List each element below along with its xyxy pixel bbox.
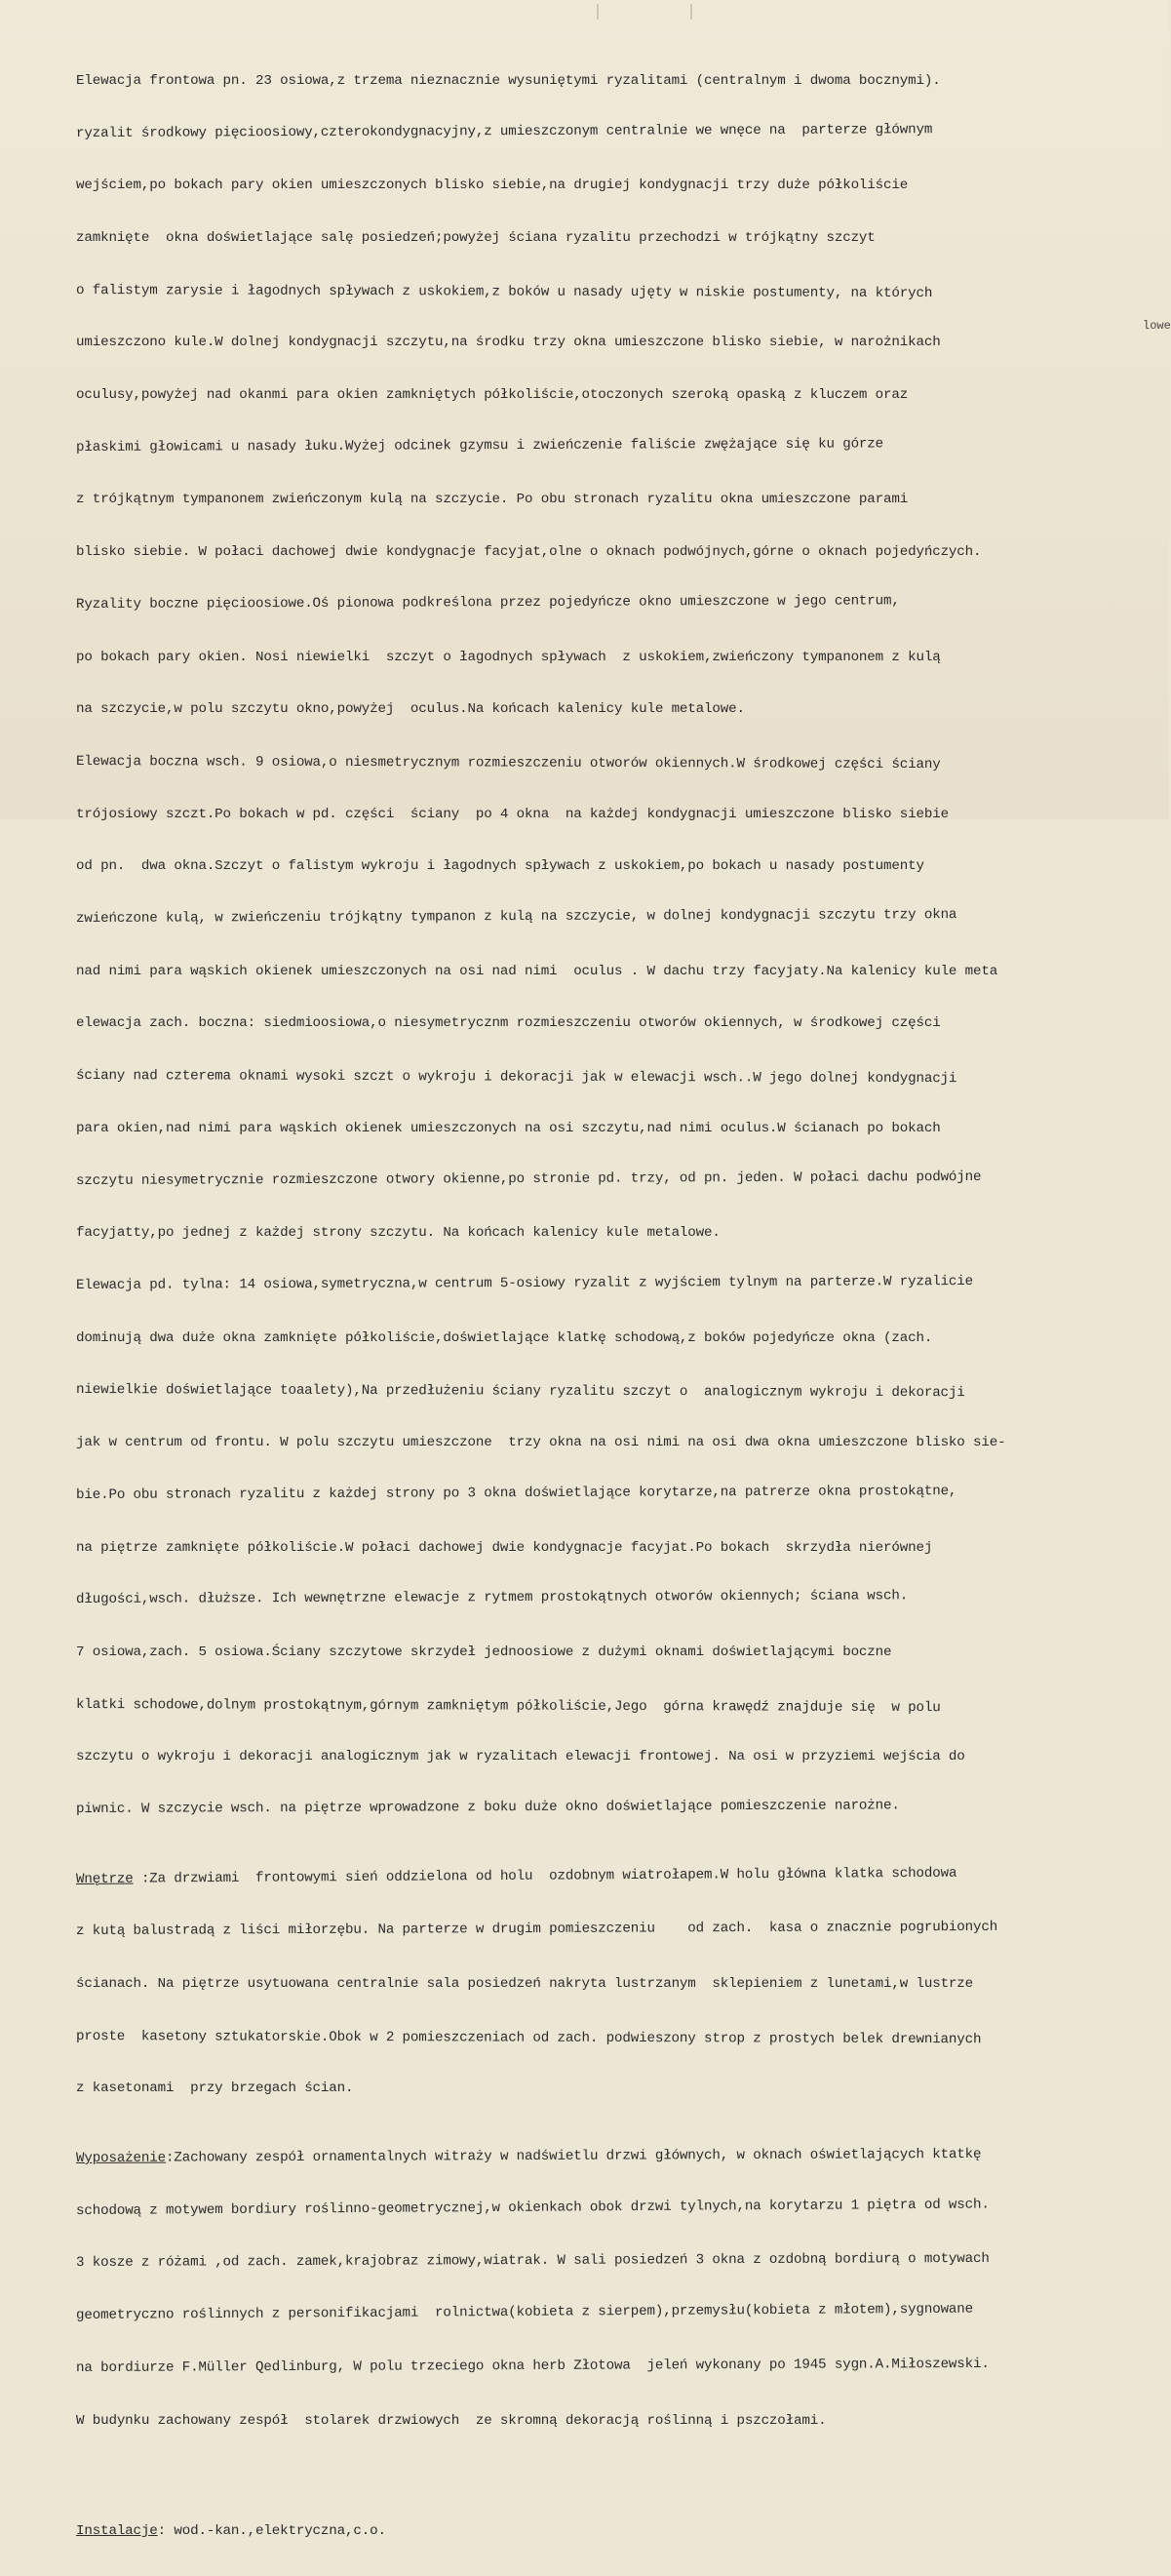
text-line: W budynku zachowany zespół stolarek drzwiowych ze skromną dekoracją roślinną i pszczołami. [76, 2412, 827, 2429]
text-line: z trójkątnym tympanonem zwieńczonym kulą na szczycie. Po obu stronach ryzalitu okna umieszczone parami [76, 492, 909, 508]
text-line: klatki schodowe,dolnym prostokątnym,górnym zamkniętym półkoliście,Jego górna krawędź znajduje się w polu [75, 1696, 941, 1716]
text-line: blisko siebie. W połaci dachowej dwie kondygnacje facyjat,olne o oknach podwójnych,górne o oknach pojedyńczych. [76, 544, 982, 561]
text-line: szczytu niesymetrycznie rozmieszczone otwory okienne,po stronie pd. trzy, od pn. jeden. W połaci dachu podwójne [75, 1169, 982, 1189]
spacer [76, 2482, 1164, 2488]
instalacje-text: : wod.-kan.,elektryczna,c.o. [157, 2522, 386, 2539]
text-line: na bordiurze F.Müller Qedlinburg, W polu trzeciego okna herb Złotowa jeleń wykonany po 1945 sygn.A.Miłoszewski. [75, 2356, 990, 2376]
text-line: po bokach pary okien. Nosi niewielki szczyt o łagodnych spływach z uskokiem,zwieńczony tympanonem z kulą [76, 649, 941, 665]
text-line: oculusy,powyżej nad okanmi para okien zamkniętych półkoliście,otoczonych szeroką opaską z kluczem oraz [76, 387, 909, 404]
wnetrze-first-line [76, 1864, 1164, 1889]
text-line: o falistym zarysie i łagodnych spływach z uskokiem,z boków u nasady ujęty w niskie postumenty, na których [75, 282, 933, 301]
text-line: zwieńczone kulą, w zwieńczeniu trójkątny tympanon z kulą na szczycie, w dolnej kondygnacji szczytu trzy okna [75, 907, 957, 928]
text-line: ścianach. Na piętrze usytuowana centralnie sala posiedzeń nakryta lustrzanym sklepieniem z lunetami,w lustrze [76, 1976, 974, 1993]
text-line: zamknięte okna doświetlające salę posiedzeń;powyżej ściana ryzalitu przechodzi w trójkątny szczyt [76, 229, 876, 246]
text-line: 7 osiowa,zach. 5 osiowa.Ściany szczytowe skrzydeł jednoosiowe z dużymi oknami doświetlającymi boczne [76, 1644, 892, 1660]
text-line: elewacja zach. boczna: siedmioosiowa,o niesymetrycznm rozmieszczeniu otworów okiennych, w środkowej części [76, 1015, 941, 1032]
text-line: na szczycie,w polu szczytu okno,powyżej oculus.Na końcach kalenicy kule metalowe. [76, 701, 745, 718]
text-line: :Za drzwiami frontowymi sień oddzielona od holu ozdobnym wiatrołapem.W holu główna klatka schodowa [133, 1865, 957, 1887]
text-line: umieszczono kule.W dolnej kondygnacji szczytu,na środku trzy okna umieszczone blisko siebie, w narożnikach [76, 335, 941, 351]
text-line: ściany nad czterema oknami wysoki szczt o wykroju i dekoracji jak w elewacji wsch..W jego dolnej kondygnacji [75, 1068, 957, 1088]
text-line: facyjatty,po jednej z każdej strony szczytu. Na końcach kalenicy kule metalowe. [76, 1225, 721, 1242]
instalacje-line [76, 2523, 1164, 2541]
text-line: Elewacja pd. tylna: 14 osiowa,symetryczna,w centrum 5-osiowy ryzalit z wyjściem tylnym na parterze.W ryzalicie [75, 1273, 974, 1293]
document-body [76, 38, 1164, 2576]
text-line: piwnic. W szczycie wsch. na piętrze wprowadzone z boku duże okno doświetlające pomieszczenie narożne. [75, 1798, 900, 1818]
text-line: jak w centrum od frontu. W polu szczytu umieszczone trzy okna na osi nimi na osi dwa okna umieszczone blisko sie- [76, 1435, 1006, 1451]
text-line: schodową z motywem bordiury roślinno-geometrycznej,w okienkach obok drzwi tylnych,na korytarzu 1 piętra od wsch. [75, 2197, 990, 2219]
wyposazenie-first-line [76, 2146, 1164, 2168]
text-line: Elewacja frontowa pn. 23 osiowa,z trzema nieznacznie wysuniętymi ryzalitami (centralnym i dwoma bocznymi). [76, 72, 941, 89]
paper-mark [690, 4, 692, 20]
text-line: para okien,nad nimi para wąskich okienek umieszczonych na osi szczytu,nad nimi oculus.W ścianach po bokach [76, 1120, 941, 1136]
text-line: z kutą balustradą z liści miłorzębu. Na parterze w drugim pomieszczeniu od zach. kasa o znacznie pogrubionych [75, 1920, 998, 1940]
text-line: od pn. dwa okna.Szczyt o falistym wykroju i łagodnych spływach z uskokiem,po bokach u nasady postumenty [76, 858, 924, 875]
wnetrze-heading: Wnętrze [75, 1871, 134, 1887]
text-line: proste kasetony sztukatorskie.Obok w 2 pomieszczeniach od zach. podwieszony strop z prostych belek drewnianych [75, 2028, 982, 2047]
text-line: płaskimi głowicami u nasady łuku.Wyżej odcinek gzymsu i zwieńczenie faliście zwężające się ku górze [75, 436, 884, 456]
text-line: niewielkie doświetlające toaalety),Na przedłużeniu ściany ryzalitu szczyt o analogicznym wykroju i dekoracji [75, 1382, 965, 1402]
text-line: bie.Po obu stronach ryzalitu z każdej strony po 3 okna doświetlające korytarze,na patrerze okna prostokątne, [75, 1483, 957, 1503]
text-line: na piętrze zamknięte półkoliście.W połaci dachowej dwie kondygnacje facyjat.Po bokach skrzydła nierównej [76, 1539, 933, 1556]
text-line: Elewacja boczna wsch. 9 osiowa,o niesmetrycznym rozmieszczeniu otworów okiennych.W środkowej części ściany [75, 753, 941, 773]
text-line: wejściem,po bokach pary okien umieszczonych blisko siebie,na drugiej kondygnacji trzy duże półkoliście [76, 178, 909, 194]
text-line: dominują dwa duże okna zamknięte półkoliście,doświetlające klatkę schodową,z boków pojedyńcze okna (zach. [76, 1329, 933, 1346]
text-line: ryzalit środkowy pięcioosiowy,czterokondygnacyjny,z umieszczonym centralnie we wnęce na parterze głównym [75, 121, 933, 141]
paper-mark [597, 4, 599, 20]
text-line: 3 kosze z różami ,od zach. zamek,krajobraz zimowy,wiatrak. W sali posiedzeń 3 okna z ozdobną bordiurą o motywach [75, 2251, 990, 2272]
text-line: nad nimi para wąskich okienek umieszczonych na osi nad nimi oculus . W dachu trzy facyjaty.Na kalenicy kule meta [76, 963, 998, 979]
instalacje-heading: Instalacje [76, 2522, 158, 2539]
text-line: z kasetonami przy brzegach ścian. [76, 2081, 354, 2097]
text-line: Ryzality boczne pięcioosiowe.Oś pionowa podkreślona przez pojedyńcze okno umieszczone w jego centrum, [75, 593, 900, 613]
wyposazenie-heading: Wyposażenie [75, 2150, 167, 2167]
text-line: geometryczno roślinnych z personifikacjami rolnictwa(kobieta z sierpem),przemysłu(kobieta z młotem),sygnowane [75, 2301, 974, 2324]
text-line: :Zachowany zespół ornamentalnych witraży w nadświetlu drzwi głównych, w oknach oświetlających ktatkę [165, 2146, 982, 2166]
margin-note: lowe [1143, 319, 1171, 333]
text-line: trójosiowy szczt.Po bokach w pd. części ściany po 4 okna na każdej kondygnacji umieszczone blisko siebie [76, 806, 949, 822]
text-line: szczytu o wykroju i dekoracji analogicznym jak w ryzalitach elewacji frontowej. Na osi w przyziemi wejścia do [76, 1749, 965, 1765]
text-line: długości,wsch. dłuższe. Ich wewnętrzne elewacje z rytmem prostokątnych otworów okiennych; ściana wsch. [75, 1588, 909, 1608]
